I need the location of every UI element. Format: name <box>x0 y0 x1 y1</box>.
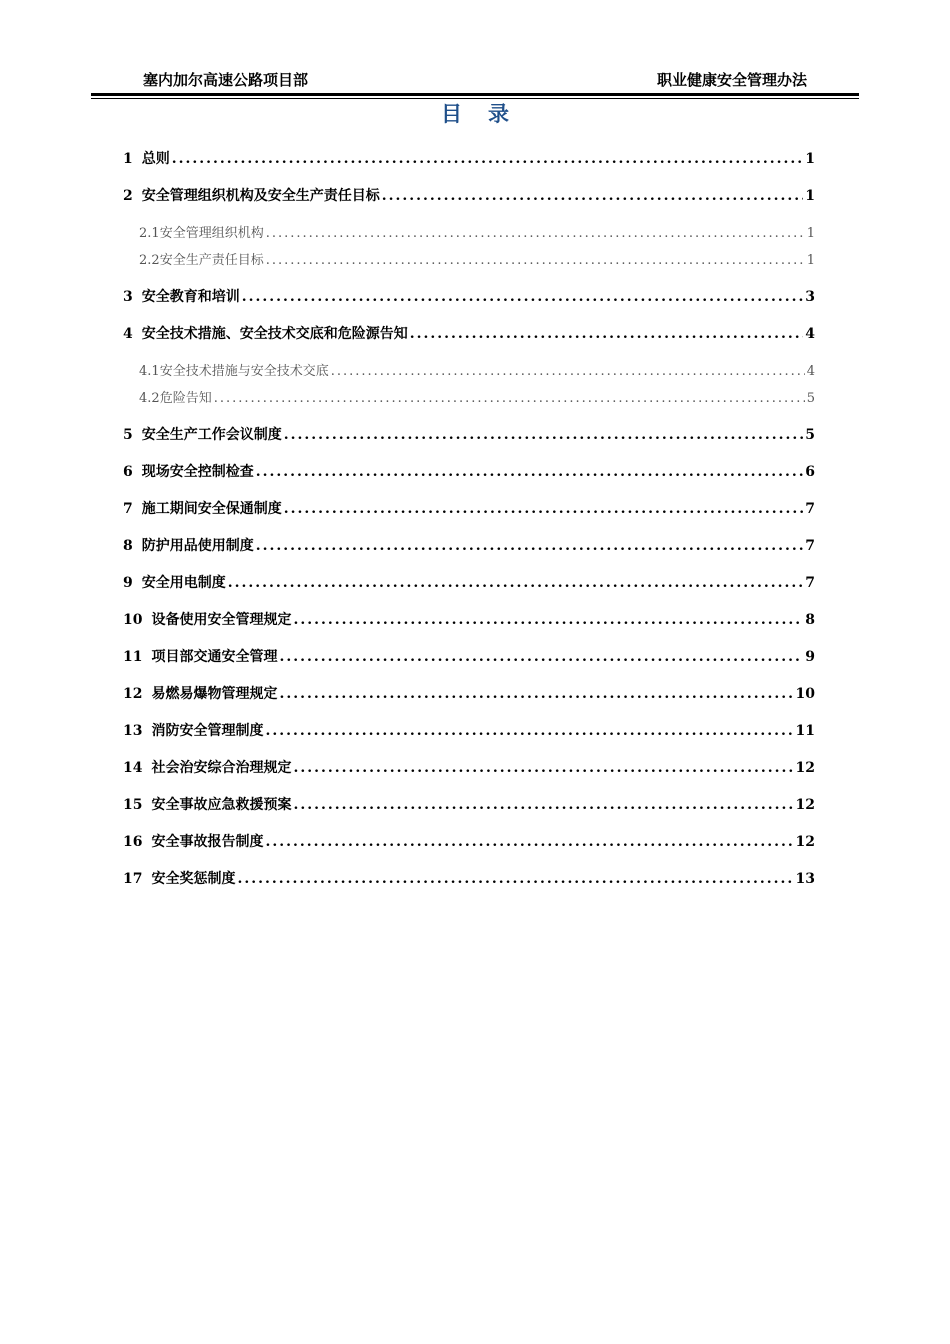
toc-entry-page-number: 10 <box>795 686 815 702</box>
toc-entry[interactable] <box>123 185 815 207</box>
toc-dot-leader <box>279 649 803 665</box>
toc-dot-leader <box>242 289 804 305</box>
toc-entry[interactable] <box>123 868 815 890</box>
toc-entry-number: 4.2 <box>139 391 160 406</box>
toc-entry-number: 1 <box>123 151 133 167</box>
toc-dot-leader <box>293 612 803 628</box>
toc-entry-number: 11 <box>123 649 143 665</box>
toc-entry[interactable] <box>123 498 815 520</box>
toc-entry-number: 2.2 <box>139 253 160 268</box>
header-project-name: 塞内加尔高速公路项目部 <box>143 71 309 89</box>
toc-entry-page-number: 12 <box>795 760 815 776</box>
toc-entry-label: 项目部交通安全管理 <box>151 649 278 665</box>
header-rule-thick <box>91 93 859 96</box>
toc-entry-page-number: 7 <box>805 575 815 591</box>
toc-entry-label: 安全技术措施、安全技术交底和危险源告知 <box>141 326 408 342</box>
toc-entry-page-number: 12 <box>795 834 815 850</box>
toc-entry-number: 16 <box>123 834 143 850</box>
toc-entry[interactable] <box>123 535 815 557</box>
toc-entry-label: 安全管理组织机构及安全生产责任目标 <box>141 188 380 204</box>
toc-dot-leader <box>172 151 804 167</box>
toc-dot-leader <box>265 834 793 850</box>
toc-entry-number: 5 <box>123 427 133 443</box>
toc-entry-number: 7 <box>123 501 133 517</box>
page-header <box>143 66 807 92</box>
toc-entry-label: 安全事故应急救援预案 <box>151 797 292 813</box>
toc-entry[interactable] <box>123 757 815 779</box>
toc-entry-number: 9 <box>123 575 133 591</box>
toc-dot-leader <box>214 391 805 406</box>
toc-entry-label: 现场安全控制检查 <box>141 464 254 480</box>
toc-entry[interactable] <box>123 794 815 816</box>
toc-entry-number: 17 <box>123 871 143 887</box>
toc-entry[interactable] <box>123 424 815 446</box>
toc-entry-page-number: 6 <box>805 464 815 480</box>
toc-entry-page-number: 1 <box>806 226 815 241</box>
toc-dot-leader <box>293 797 793 813</box>
toc-entry[interactable] <box>123 646 815 668</box>
toc-entry-number: 6 <box>123 464 133 480</box>
toc-entry-page-number: 4 <box>806 364 815 379</box>
toc-dot-leader <box>382 188 804 204</box>
toc-entry-number: 2 <box>123 188 133 204</box>
toc-entry[interactable] <box>123 572 815 594</box>
toc-dot-leader <box>331 364 805 379</box>
toc-dot-leader <box>279 686 793 702</box>
toc-entry[interactable] <box>123 249 815 271</box>
toc-entry-label: 总则 <box>141 151 170 167</box>
toc-entry-page-number: 5 <box>806 391 815 406</box>
toc-entry[interactable] <box>123 387 815 409</box>
toc-entry-number: 3 <box>123 289 133 305</box>
toc-entry-page-number: 13 <box>795 871 815 887</box>
toc-entry-label: 安全教育和培训 <box>141 289 240 305</box>
toc-entry-page-number: 1 <box>805 151 815 167</box>
toc-dot-leader <box>228 575 804 591</box>
toc-entry-page-number: 7 <box>805 501 815 517</box>
toc-entry[interactable] <box>123 323 815 345</box>
toc-dot-leader <box>410 326 804 342</box>
toc-entry-label: 社会治安综合治理规定 <box>151 760 292 776</box>
toc-dot-leader <box>237 871 793 887</box>
toc-entry-label: 易燃易爆物管理规定 <box>151 686 278 702</box>
toc-entry-number: 4 <box>123 326 133 342</box>
toc-entry[interactable] <box>123 461 815 483</box>
toc-entry-page-number: 1 <box>805 188 815 204</box>
toc-entry[interactable] <box>123 286 815 308</box>
toc-dot-leader <box>265 723 793 739</box>
toc-entry-label: 防护用品使用制度 <box>141 538 254 554</box>
toc-entry-page-number: 7 <box>805 538 815 554</box>
toc-entry-label: 安全用电制度 <box>141 575 226 591</box>
toc-entry-label: 安全生产工作会议制度 <box>141 427 282 443</box>
toc-entry-page-number: 8 <box>805 612 815 628</box>
toc-entry-page-number: 9 <box>805 649 815 665</box>
toc-entry[interactable] <box>123 831 815 853</box>
toc-entry-page-number: 12 <box>795 797 815 813</box>
header-document-title: 职业健康安全管理办法 <box>656 71 807 89</box>
toc-entry-page-number: 5 <box>805 427 815 443</box>
toc-entry-page-number: 11 <box>795 723 815 739</box>
toc-entry-number: 12 <box>123 686 143 702</box>
toc-entry[interactable] <box>123 609 815 631</box>
toc-entry-label: 安全奖惩制度 <box>151 871 236 887</box>
toc-entry-label: 设备使用安全管理规定 <box>151 612 292 628</box>
toc-entry[interactable] <box>123 148 815 170</box>
toc-dot-leader <box>256 464 804 480</box>
toc-dot-leader <box>284 501 804 517</box>
toc-entry-number: 15 <box>123 797 143 813</box>
toc-entry-label: 安全事故报告制度 <box>151 834 264 850</box>
toc-entry-page-number: 4 <box>805 326 815 342</box>
toc-entry-label: 安全技术措施与安全技术交底 <box>159 364 329 379</box>
toc-entry-number: 13 <box>123 723 143 739</box>
toc-entry-page-number: 1 <box>806 253 815 268</box>
toc-entry[interactable] <box>123 720 815 742</box>
toc-dot-leader <box>256 538 804 554</box>
toc-entry-label: 施工期间安全保通制度 <box>141 501 282 517</box>
toc-title: 目录 <box>441 102 535 126</box>
toc-entry-label: 危险告知 <box>159 391 212 406</box>
toc-entry-number: 14 <box>123 760 143 776</box>
toc-entry-label: 安全管理组织机构 <box>159 226 264 241</box>
toc-entry[interactable] <box>123 222 815 244</box>
toc-dot-leader <box>293 760 793 776</box>
toc-dot-leader <box>284 427 804 443</box>
toc-entry-label: 消防安全管理制度 <box>151 723 264 739</box>
toc-entry[interactable] <box>123 360 815 382</box>
toc-entry-number: 2.1 <box>139 226 160 241</box>
toc-entry-label: 安全生产责任目标 <box>159 253 264 268</box>
toc-entry-number: 4.1 <box>139 364 160 379</box>
toc-entry-number: 8 <box>123 538 133 554</box>
toc-dot-leader <box>266 253 805 268</box>
toc-entry-page-number: 3 <box>805 289 815 305</box>
toc-entry[interactable] <box>123 683 815 705</box>
toc-dot-leader <box>266 226 805 241</box>
toc-entry-number: 10 <box>123 612 143 628</box>
